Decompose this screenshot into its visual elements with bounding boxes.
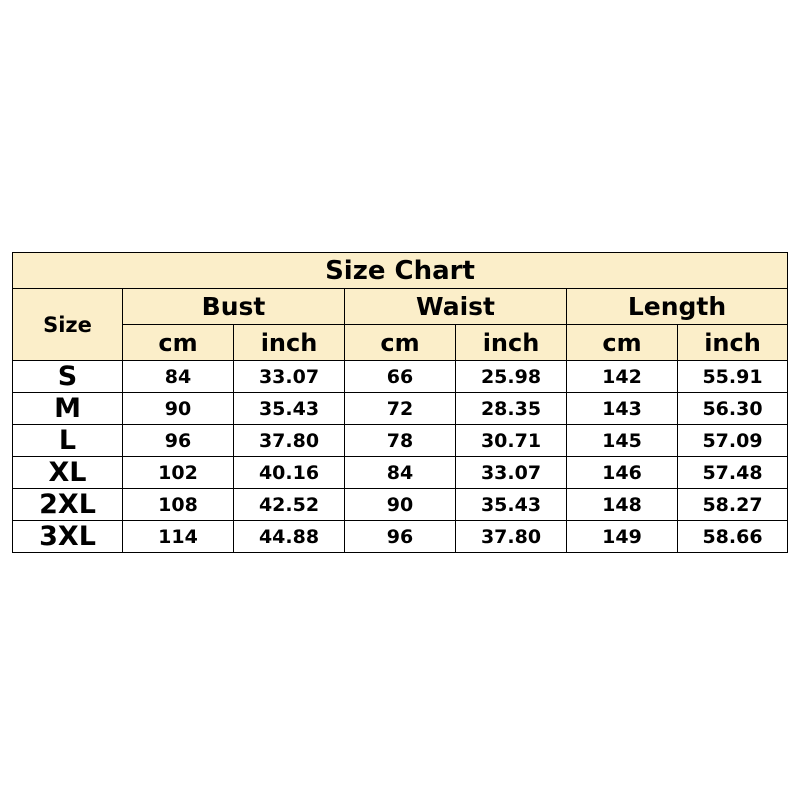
title-row xyxy=(13,253,788,289)
unit-header: cm xyxy=(345,325,456,361)
bust-cm-cell: 96 xyxy=(123,425,234,457)
bust-inch-cell: 37.80 xyxy=(234,425,345,457)
bust-cm-cell: 90 xyxy=(123,393,234,425)
unit-header-row xyxy=(13,325,788,361)
length-cm-cell: 142 xyxy=(567,361,678,393)
chart-title: Size Chart xyxy=(13,253,788,289)
size-label: S xyxy=(13,361,123,393)
table-row xyxy=(13,521,788,553)
bust-cm-cell: 102 xyxy=(123,457,234,489)
group-header-waist: Waist xyxy=(345,289,567,325)
bust-cm-cell: 108 xyxy=(123,489,234,521)
waist-cm-cell: 96 xyxy=(345,521,456,553)
length-inch-cell: 57.09 xyxy=(678,425,788,457)
size-label: 2XL xyxy=(13,489,123,521)
table-row xyxy=(13,393,788,425)
bust-inch-cell: 42.52 xyxy=(234,489,345,521)
bust-cm-cell: 84 xyxy=(123,361,234,393)
length-cm-cell: 143 xyxy=(567,393,678,425)
size-rows xyxy=(13,361,788,553)
table-row xyxy=(13,457,788,489)
length-cm-cell: 146 xyxy=(567,457,678,489)
waist-cm-cell: 72 xyxy=(345,393,456,425)
length-cm-cell: 148 xyxy=(567,489,678,521)
bust-inch-cell: 40.16 xyxy=(234,457,345,489)
length-cm-cell: 145 xyxy=(567,425,678,457)
unit-header: inch xyxy=(678,325,788,361)
length-inch-cell: 58.27 xyxy=(678,489,788,521)
waist-inch-cell: 25.98 xyxy=(456,361,567,393)
size-label: L xyxy=(13,425,123,457)
waist-inch-cell: 35.43 xyxy=(456,489,567,521)
waist-inch-cell: 28.35 xyxy=(456,393,567,425)
length-inch-cell: 58.66 xyxy=(678,521,788,553)
waist-cm-cell: 90 xyxy=(345,489,456,521)
size-label: 3XL xyxy=(13,521,123,553)
table-row xyxy=(13,361,788,393)
bust-inch-cell: 33.07 xyxy=(234,361,345,393)
waist-cm-cell: 78 xyxy=(345,425,456,457)
length-inch-cell: 55.91 xyxy=(678,361,788,393)
waist-inch-cell: 30.71 xyxy=(456,425,567,457)
waist-cm-cell: 66 xyxy=(345,361,456,393)
bust-inch-cell: 44.88 xyxy=(234,521,345,553)
bust-inch-cell: 35.43 xyxy=(234,393,345,425)
size-label: XL xyxy=(13,457,123,489)
length-inch-cell: 57.48 xyxy=(678,457,788,489)
length-cm-cell: 149 xyxy=(567,521,678,553)
table-row xyxy=(13,489,788,521)
size-column-header: Size xyxy=(13,289,123,361)
group-header-bust: Bust xyxy=(123,289,345,325)
group-header-row xyxy=(13,289,788,325)
unit-header: inch xyxy=(234,325,345,361)
size-chart-table xyxy=(12,252,788,553)
bust-cm-cell: 114 xyxy=(123,521,234,553)
length-inch-cell: 56.30 xyxy=(678,393,788,425)
unit-header: cm xyxy=(567,325,678,361)
group-header-length: Length xyxy=(567,289,788,325)
size-label: M xyxy=(13,393,123,425)
unit-header: cm xyxy=(123,325,234,361)
waist-inch-cell: 33.07 xyxy=(456,457,567,489)
unit-header: inch xyxy=(456,325,567,361)
waist-inch-cell: 37.80 xyxy=(456,521,567,553)
waist-cm-cell: 84 xyxy=(345,457,456,489)
table-row xyxy=(13,425,788,457)
